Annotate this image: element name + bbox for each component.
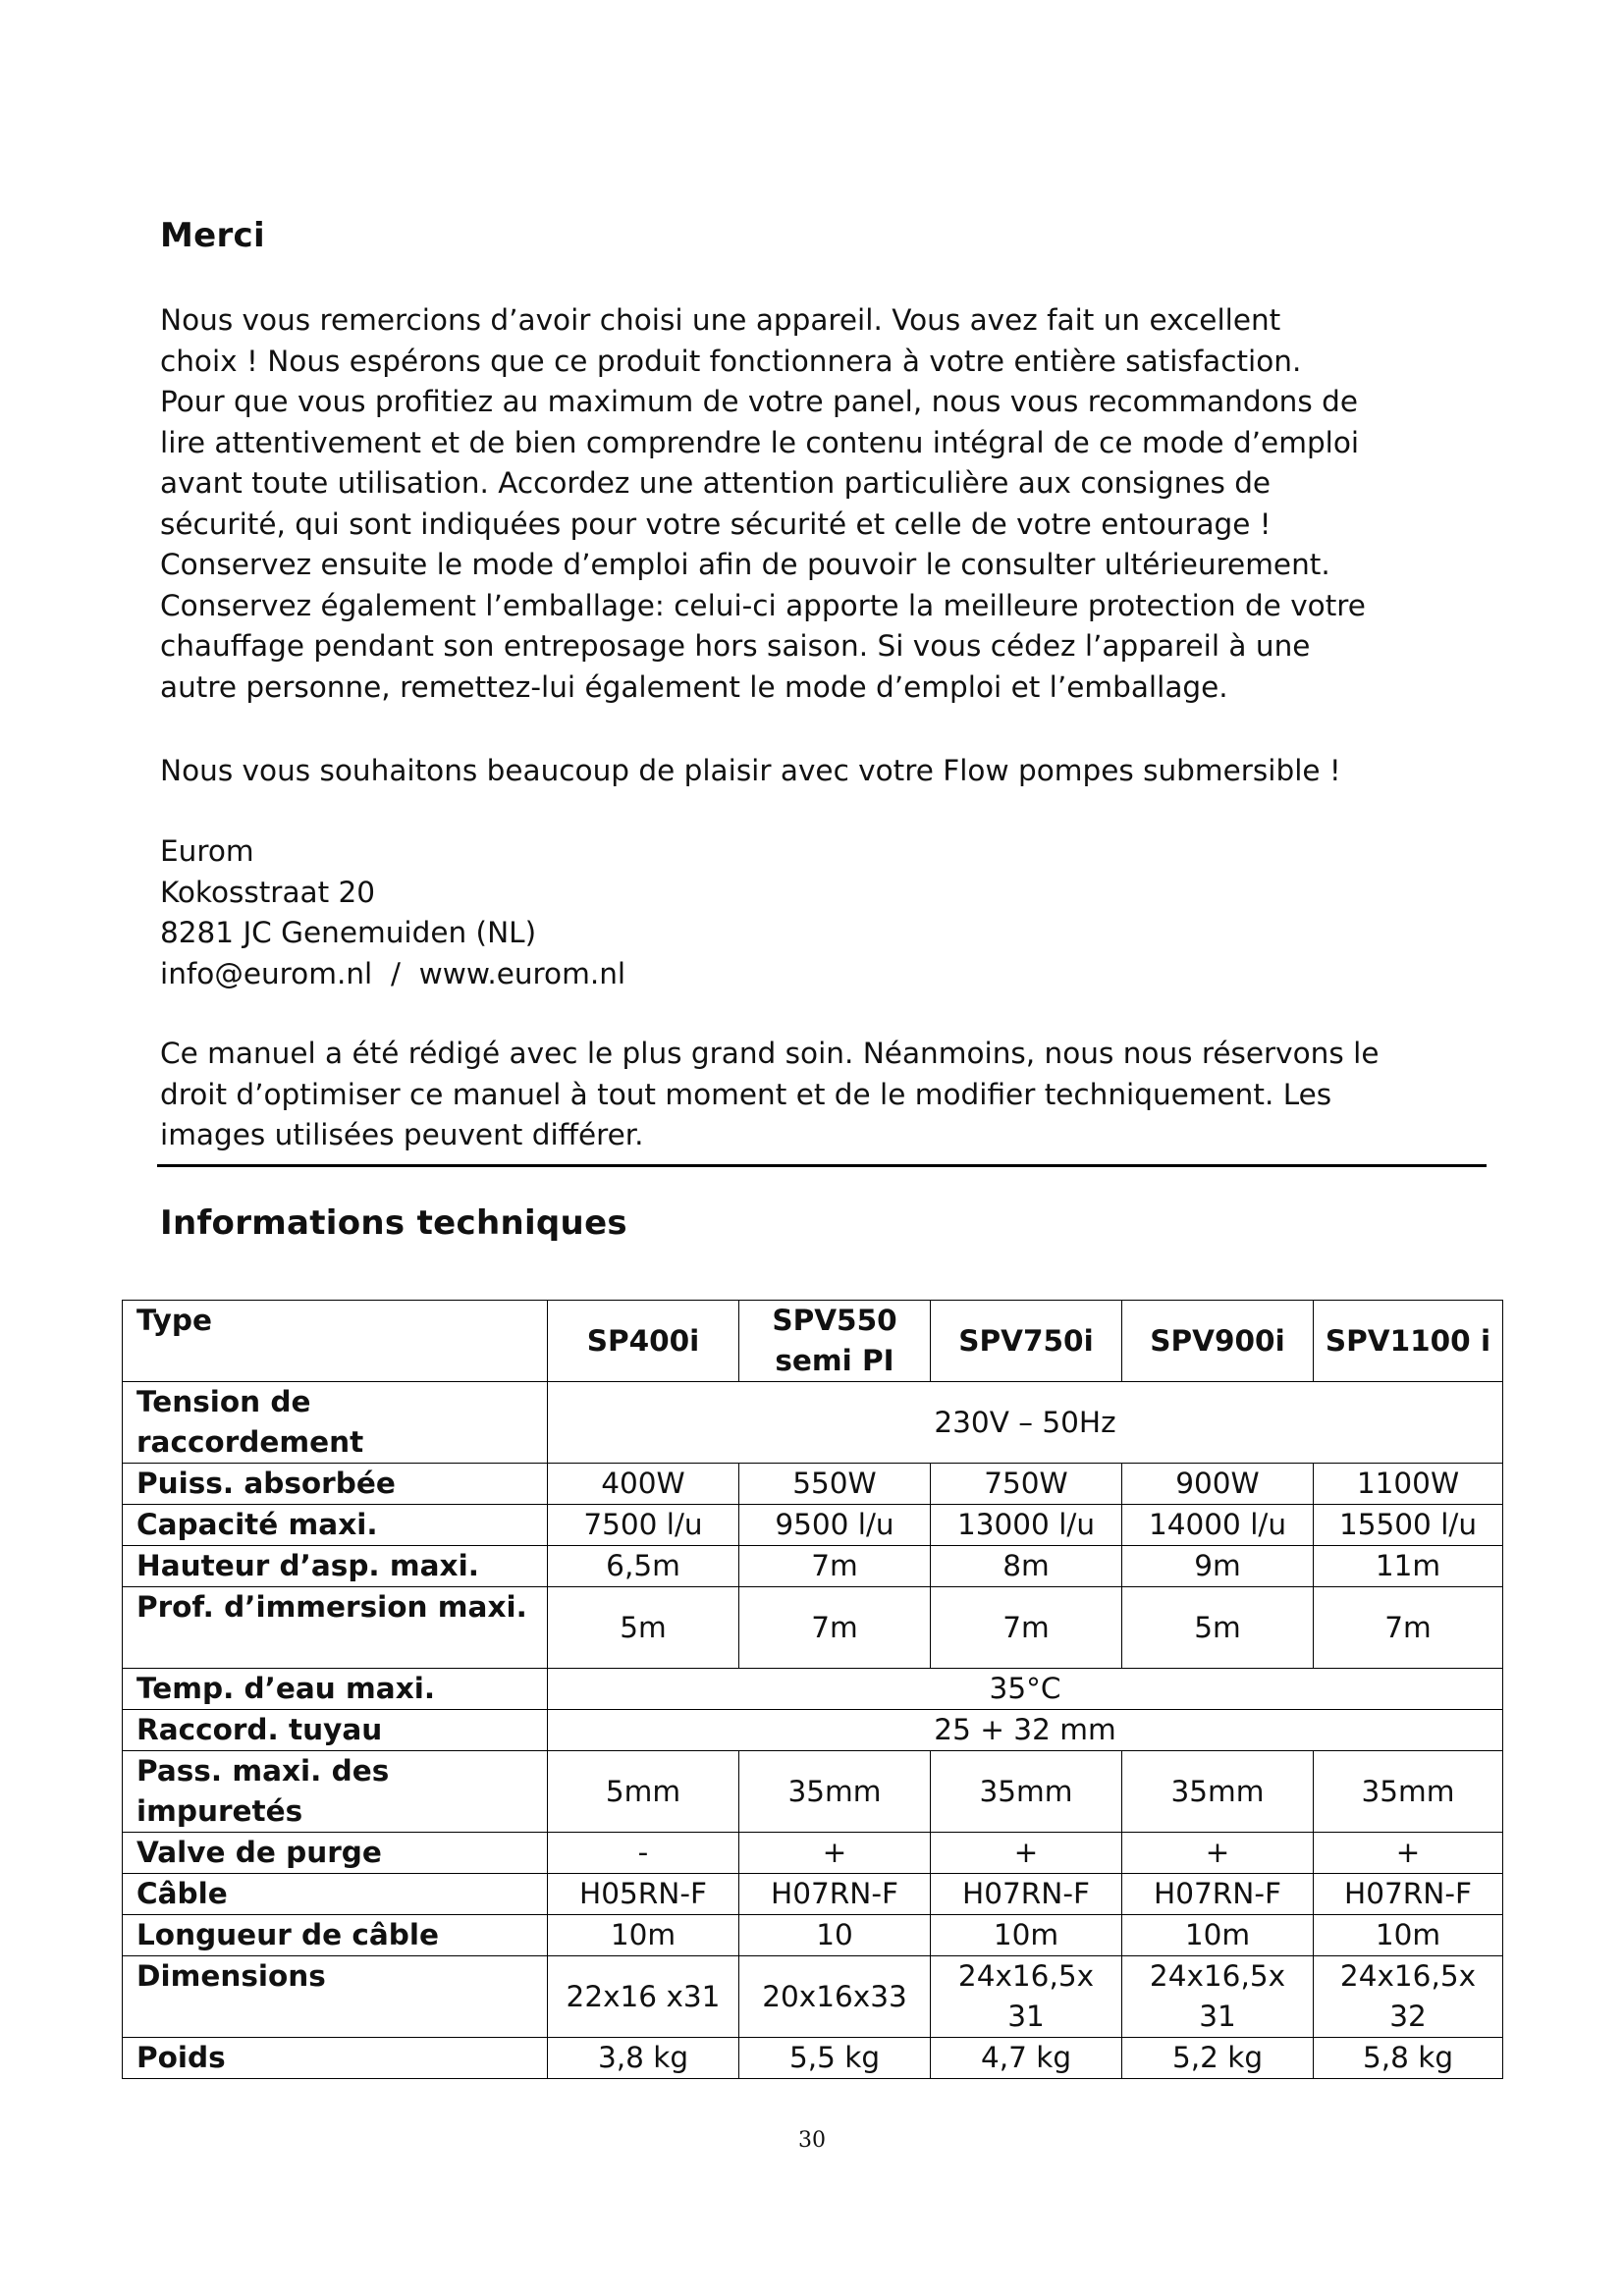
row-value: 10m <box>931 1915 1122 1956</box>
address-contact: info@eurom.nl / www.eurom.nl <box>160 956 626 990</box>
row-value: 35mm <box>1314 1751 1503 1833</box>
row-value: 7500 l/u <box>548 1505 739 1546</box>
row-value: 24x16,5x 32 <box>1314 1956 1503 2038</box>
row-value: 5mm <box>548 1751 739 1833</box>
row-value: H05RN-F <box>548 1874 739 1915</box>
row-value: 8m <box>931 1546 1122 1587</box>
wish-paragraph <box>160 751 1495 792</box>
row-value: 10m <box>548 1915 739 1956</box>
row-value: 7m <box>931 1587 1122 1669</box>
row-label: Câble <box>123 1874 548 1915</box>
table-row <box>123 1546 1503 1587</box>
page-number: 30 <box>798 2128 826 2153</box>
row-label: Tension de raccordement <box>123 1382 548 1464</box>
address-city: 8281 JC Genemuiden (NL) <box>160 916 537 949</box>
table-row <box>123 1833 1503 1874</box>
table-row <box>123 1751 1503 1833</box>
row-value: 5m <box>1122 1587 1314 1669</box>
table-row <box>123 1710 1503 1751</box>
model-header: SPV900i <box>1122 1301 1314 1382</box>
intro-line: choix ! Nous espérons que ce produit fonctionnera à votre entière satisfaction. <box>160 344 1302 378</box>
row-value: 6,5m <box>548 1546 739 1587</box>
address-block <box>160 831 1495 994</box>
row-value: 15500 l/u <box>1314 1505 1503 1546</box>
table-row <box>123 1915 1503 1956</box>
row-value: 9500 l/u <box>739 1505 931 1546</box>
address-company: Eurom <box>160 834 254 868</box>
row-value: 5,8 kg <box>1314 2038 1503 2079</box>
row-value: 22x16 x31 <box>548 1956 739 2038</box>
table-row <box>123 1464 1503 1505</box>
row-value: 10 <box>739 1915 931 1956</box>
row-value: 9m <box>1122 1546 1314 1587</box>
intro-line: Nous vous remercions d’avoir choisi une appareil. Vous avez fait un excellent <box>160 303 1281 337</box>
row-value: 400W <box>548 1464 739 1505</box>
row-value: 7m <box>739 1587 931 1669</box>
model-header: SPV550 semi PI <box>739 1301 931 1382</box>
row-value: H07RN-F <box>739 1874 931 1915</box>
row-value: + <box>1314 1833 1503 1874</box>
disclaimer-line: Ce manuel a été rédigé avec le plus grand soin. Néanmoins, nous nous réservons le <box>160 1037 1380 1070</box>
row-label: Valve de purge <box>123 1833 548 1874</box>
row-value: 5m <box>548 1587 739 1669</box>
row-value: 35mm <box>739 1751 931 1833</box>
row-value: 4,7 kg <box>931 2038 1122 2079</box>
row-value: 750W <box>931 1464 1122 1505</box>
row-label: Poids <box>123 2038 548 2079</box>
row-value: H07RN-F <box>1122 1874 1314 1915</box>
intro-paragraph <box>160 300 1495 708</box>
row-label: Prof. d’immersion maxi. <box>123 1587 548 1669</box>
row-value: 5,5 kg <box>739 2038 931 2079</box>
table-row <box>123 1956 1503 2038</box>
row-value: 10m <box>1122 1915 1314 1956</box>
row-value: 7m <box>1314 1587 1503 1669</box>
model-header: SPV750i <box>931 1301 1122 1382</box>
row-value: 550W <box>739 1464 931 1505</box>
intro-line: Conservez ensuite le mode d’emploi afin de pouvoir le consulter ultérieurement. <box>160 548 1330 581</box>
intro-line: Conservez également l’emballage: celui-ci apporte la meilleure protection de votre <box>160 588 1366 622</box>
row-label: Hauteur d’asp. maxi. <box>123 1546 548 1587</box>
row-value: H07RN-F <box>1314 1874 1503 1915</box>
table-row <box>123 1382 1503 1464</box>
intro-line: avant toute utilisation. Accordez une attention particulière aux consignes de <box>160 466 1272 500</box>
spec-table <box>122 1300 1503 2079</box>
row-value: + <box>931 1833 1122 1874</box>
row-value: 35°C <box>548 1669 1503 1710</box>
model-header: SP400i <box>548 1301 739 1382</box>
row-value: 7m <box>739 1546 931 1587</box>
section-title-merci: Merci <box>160 216 265 255</box>
row-value: 230V – 50Hz <box>548 1382 1503 1464</box>
row-value: 900W <box>1122 1464 1314 1505</box>
model-header: SPV1100 i <box>1314 1301 1503 1382</box>
table-row <box>123 2038 1503 2079</box>
row-value: 35mm <box>1122 1751 1314 1833</box>
row-value: + <box>739 1833 931 1874</box>
wish-text: Nous vous souhaitons beaucoup de plaisir avec votre Flow pompes submersible ! <box>160 754 1341 787</box>
address-street: Kokosstraat 20 <box>160 875 376 909</box>
row-value: 13000 l/u <box>931 1505 1122 1546</box>
disclaimer-paragraph <box>160 1034 1495 1156</box>
row-value: + <box>1122 1833 1314 1874</box>
disclaimer-line: images utilisées peuvent différer. <box>160 1118 644 1151</box>
row-label: Raccord. tuyau <box>123 1710 548 1751</box>
row-label: Capacité maxi. <box>123 1505 548 1546</box>
table-row <box>123 1587 1503 1669</box>
intro-line: autre personne, remettez-lui également le mode d’emploi et l’emballage. <box>160 669 1228 704</box>
intro-line: sécurité, qui sont indiquées pour votre sécurité et celle de votre entourage ! <box>160 507 1272 541</box>
row-value: 1100W <box>1314 1464 1503 1505</box>
section-title-tech: Informations techniques <box>160 1203 627 1243</box>
row-value: 25 + 32 mm <box>548 1710 1503 1751</box>
row-value: 10m <box>1314 1915 1503 1956</box>
table-row <box>123 1874 1503 1915</box>
row-value: - <box>548 1833 739 1874</box>
row-value: 20x16x33 <box>739 1956 931 2038</box>
row-value: 5,2 kg <box>1122 2038 1314 2079</box>
row-label: Dimensions <box>123 1956 548 2038</box>
row-value: 3,8 kg <box>548 2038 739 2079</box>
table-row <box>123 1505 1503 1546</box>
row-value: 24x16,5x 31 <box>931 1956 1122 2038</box>
disclaimer-line: droit d’optimiser ce manuel à tout moment et de le modifier techniquement. Les <box>160 1077 1332 1111</box>
row-value: 11m <box>1314 1546 1503 1587</box>
row-value: 24x16,5x 31 <box>1122 1956 1314 2038</box>
section-divider <box>157 1164 1487 1167</box>
table-row <box>123 1669 1503 1710</box>
row-value: 35mm <box>931 1751 1122 1833</box>
row-value: H07RN-F <box>931 1874 1122 1915</box>
intro-line: chauffage pendant son entreposage hors saison. Si vous cédez l’appareil à une <box>160 629 1311 663</box>
type-label: Type <box>123 1301 548 1382</box>
row-label: Puiss. absorbée <box>123 1464 548 1505</box>
row-label: Pass. maxi. des impuretés <box>123 1751 548 1833</box>
row-value: 14000 l/u <box>1122 1505 1314 1546</box>
row-label: Temp. d’eau maxi. <box>123 1669 548 1710</box>
table-header-row <box>123 1301 1503 1382</box>
row-label: Longueur de câble <box>123 1915 548 1956</box>
intro-line: lire attentivement et de bien comprendre le contenu intégral de ce mode d’emploi <box>160 425 1360 459</box>
intro-line: Pour que vous profitiez au maximum de votre panel, nous vous recommandons de <box>160 385 1358 418</box>
